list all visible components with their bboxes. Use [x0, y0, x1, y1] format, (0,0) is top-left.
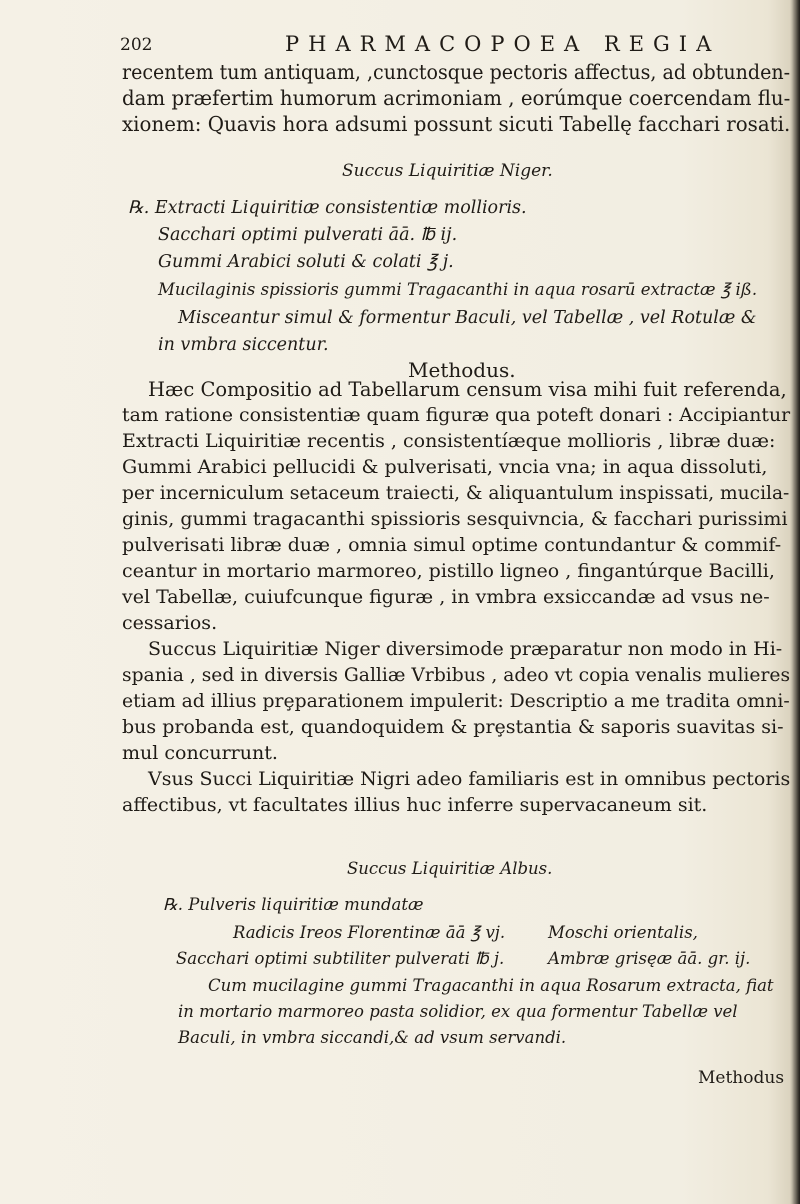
section-title: Succus Liquiritiæ Albus.: [347, 859, 553, 878]
recipe-line: Radicis Ireos Florentinæ āā ℥ vj.: [233, 923, 506, 942]
paragraph-line: tam ratione consistentiæ quam figuræ qua poteft donari : Accipiantur: [122, 404, 791, 426]
running-header: [120, 32, 721, 60]
paragraph-line: Succus Liquiritiæ Niger diversimode præparatur non modo in Hi-: [148, 638, 783, 660]
running-title: PHARMACOPOEA REGIA: [285, 32, 721, 56]
methodus-heading: Methodus.: [408, 358, 516, 382]
recipe-line: ℞. Extracti Liquiritiæ consistentiæ mollioris.: [128, 198, 527, 218]
recipe-line: Sacchari optimi subtiliter pulverati ℔ j.: [176, 949, 505, 968]
paragraph-line: Vsus Succi Liquiritiæ Nigri adeo familiaris est in omnibus pectoris: [148, 768, 791, 790]
recipe-line: Ambræ grisęæ āā. gr. ij.: [548, 949, 751, 968]
recipe-line: Sacchari optimi pulverati āā. ℔ ij.: [158, 225, 458, 245]
section-title: Succus Liquiritiæ Niger.: [342, 161, 553, 181]
recipe-line: Gummi Arabici soluti & colati ℥ j.: [158, 252, 454, 272]
page-number: 202: [120, 35, 153, 55]
recipe-line: ℞. Pulveris liquiritiæ mundatæ: [163, 895, 424, 914]
paragraph-line: mul concurrunt.: [122, 742, 278, 764]
paragraph-line: bus probanda est, quandoquidem & prȩstantia & saporis suavitas si-: [122, 716, 784, 738]
recipe-line: Baculi, in vmbra siccandi,& ad vsum servandi.: [178, 1028, 567, 1047]
paragraph-line: ceantur in mortario marmoreo, pistillo ligneo , fingantúrque Bacilli,: [122, 560, 775, 582]
recipe-line: in vmbra siccentur.: [158, 335, 329, 355]
page-edge-shadow: [790, 0, 800, 1204]
paragraph-line: etiam ad illius prȩparationem impulerit: Descriptio a me tradita omni-: [122, 690, 790, 712]
recipe-line: Misceantur simul & formentur Baculi, vel Tabellæ , vel Rotulæ &: [178, 308, 757, 328]
paragraph-line: spania , sed in diversis Galliæ Vrbibus , adeo vt copia venalis mulieres: [122, 664, 791, 686]
paragraph-line: cessarios.: [122, 612, 218, 634]
paragraph-line: Hæc Compositio ad Tabellarum censum visa mihi fuit referenda,: [148, 378, 787, 401]
recipe-line: in mortario marmoreo pasta solidior, ex qua formentur Tabellæ vel: [178, 1002, 738, 1021]
paragraph-line: ginis, gummi tragacanthi spissioris sesquivncia, & facchari purissimi: [122, 508, 788, 530]
intro-line: dam præfertim humorum acrimoniam , eorúmque coercendam flu-: [122, 86, 791, 110]
recipe-line: Moschi orientalis,: [548, 923, 698, 942]
paragraph-line: affectibus, vt facultates illius huc inferre supervacaneum sit.: [122, 794, 708, 816]
catchword: Methodus: [698, 1068, 785, 1088]
paragraph-line: vel Tabellæ, cuiufcunque figuræ , in vmbra exsiccandæ ad vsus ne-: [122, 586, 770, 608]
recipe-line: Mucilaginis spissioris gummi Tragacanthi in aqua rosarū extractæ ℥ iß.: [158, 280, 758, 299]
paragraph-line: per incerniculum setaceum traiecti, & aliquantulum inspissati, mucila-: [122, 482, 790, 504]
paragraph-line: Extracti Liquiritiæ recentis , consistentíæque mollioris , libræ duæ:: [122, 430, 776, 452]
intro-line: recentem tum antiquam, ,cunctosque pectoris affectus, ad obtunden-: [122, 60, 791, 84]
intro-line: xionem: Quavis hora adsumi possunt sicuti Tabellę facchari rosati.: [122, 112, 791, 136]
paragraph-line: pulverisati libræ duæ , omnia simul optime contundantur & commif-: [122, 534, 782, 556]
paragraph-line: Gummi Arabici pellucidi & pulverisati, vncia vna; in aqua dissoluti,: [122, 456, 768, 478]
recipe-line: Cum mucilagine gummi Tragacanthi in aqua Rosarum extracta, fiat: [208, 976, 774, 995]
